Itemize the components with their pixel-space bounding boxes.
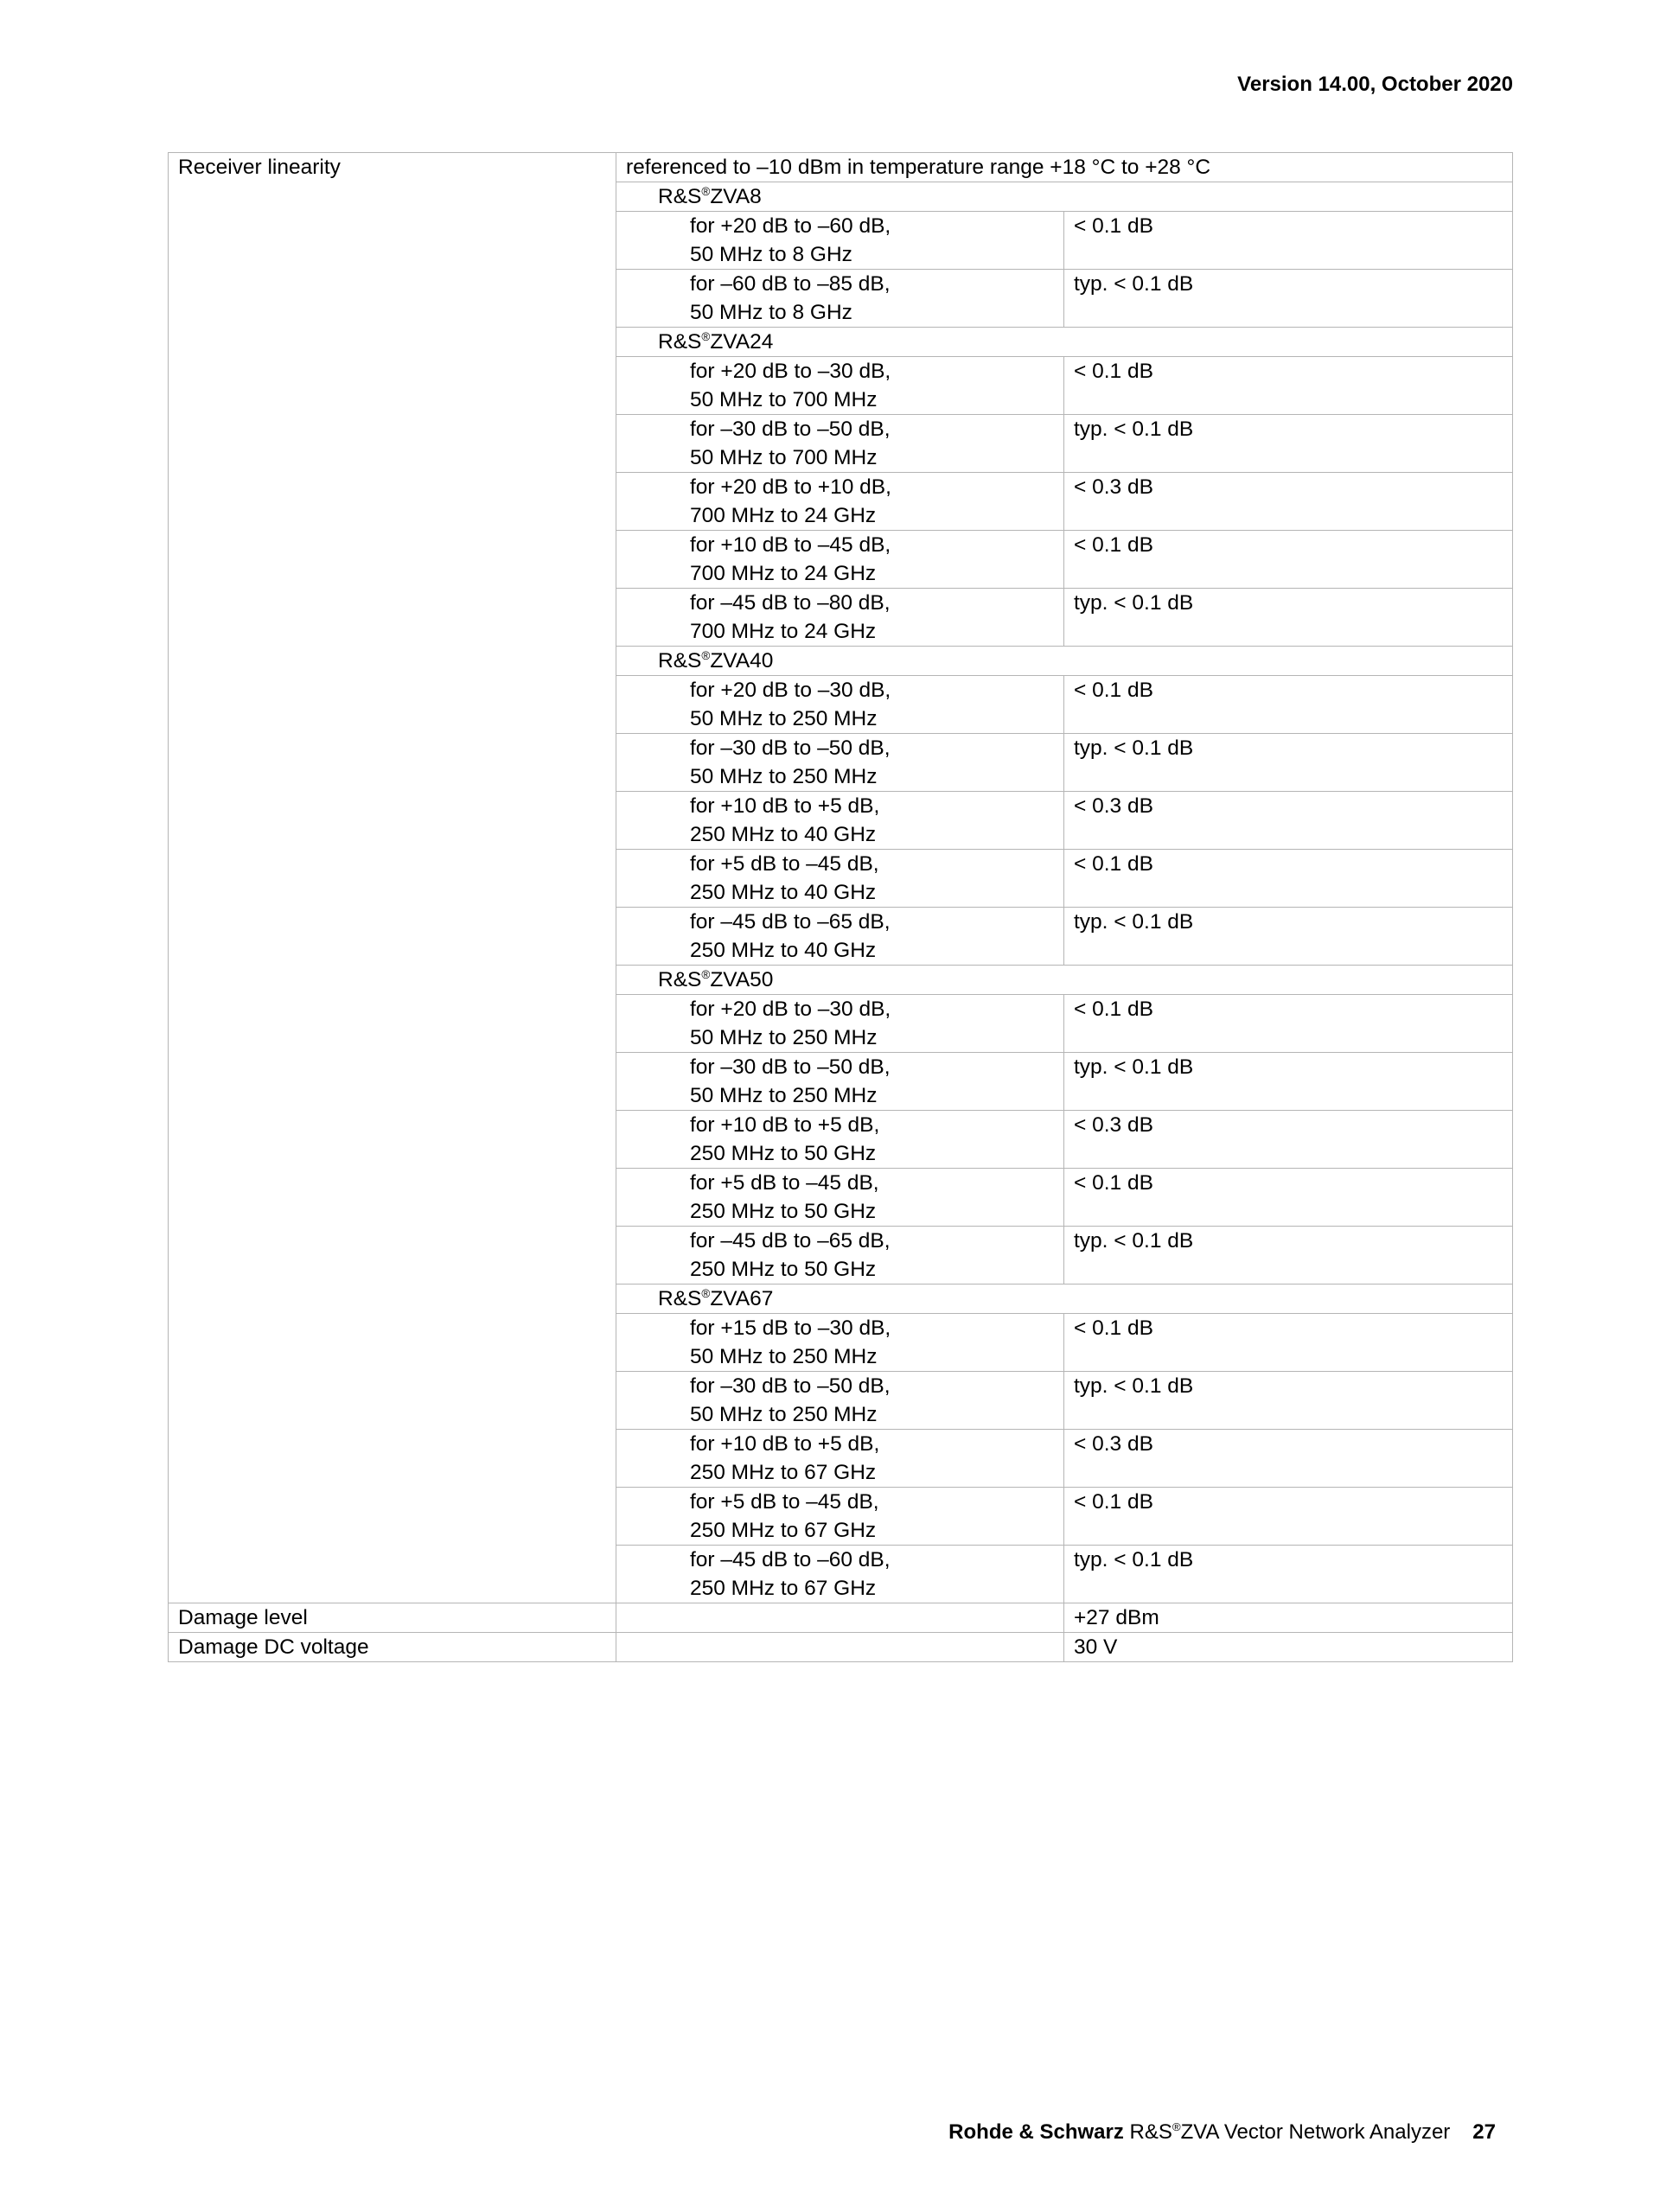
condition-level: for –30 dB to –50 dB, [690,1055,891,1079]
model-id: ZVA40 [710,649,774,673]
model-id: ZVA50 [710,968,774,991]
version-header: Version 14.00, October 2020 [1237,73,1513,96]
page-number: 27 [1472,2120,1496,2144]
registered-mark: ® [701,648,711,662]
condition-frequency: 50 MHz to 250 MHz [690,707,878,730]
condition-level: for +20 dB to –30 dB, [690,679,891,702]
condition-frequency: 50 MHz to 250 MHz [690,1026,878,1049]
damage-dc-label: Damage DC voltage [169,1633,616,1662]
damage-level-value: +27 dBm [1064,1603,1513,1633]
model-id: ZVA8 [710,185,762,208]
spec-value: < 0.3 dB [1064,1111,1513,1169]
spec-value: < 0.1 dB [1064,357,1513,415]
condition-frequency: 50 MHz to 700 MHz [690,446,878,469]
spec-value: < 0.3 dB [1064,473,1513,531]
registered-mark: ® [701,1286,711,1300]
spec-value: typ. < 0.1 dB [1064,415,1513,473]
condition-cell [616,1430,1064,1488]
page-footer [948,2120,1496,2145]
condition-frequency: 50 MHz to 250 MHz [690,1403,878,1426]
condition-cell [616,1169,1064,1227]
spec-table [168,152,1513,1662]
spec-value: < 0.1 dB [1064,676,1513,734]
spec-value: typ. < 0.1 dB [1064,1053,1513,1111]
condition-frequency: 250 MHz to 67 GHz [690,1577,877,1600]
receiver-linearity-label: Receiver linearity [169,153,616,1603]
condition-cell [616,792,1064,850]
condition-cell [616,270,1064,328]
condition-level: for –45 dB to –65 dB, [690,910,891,934]
condition-frequency: 250 MHz to 67 GHz [690,1461,877,1484]
condition-level: for –45 dB to –65 dB, [690,1229,891,1253]
spec-value: typ. < 0.1 dB [1064,270,1513,328]
model-name [616,966,1513,995]
condition-level: for –30 dB to –50 dB, [690,1374,891,1398]
damage-level-label: Damage level [169,1603,616,1633]
condition-level: for –30 dB to –50 dB, [690,736,891,760]
condition-frequency: 700 MHz to 24 GHz [690,504,877,527]
spec-value: < 0.1 dB [1064,995,1513,1053]
condition-cell [616,473,1064,531]
condition-cell [616,1488,1064,1546]
condition-frequency: 50 MHz to 8 GHz [690,301,852,324]
model-brand: R&S [658,968,702,991]
condition-cell [616,1372,1064,1430]
condition-cell [616,1111,1064,1169]
spec-value: < 0.1 dB [1064,1488,1513,1546]
spec-value: typ. < 0.1 dB [1064,908,1513,966]
spec-value: < 0.1 dB [1064,1314,1513,1372]
condition-frequency: 250 MHz to 50 GHz [690,1258,877,1281]
condition-cell [616,1053,1064,1111]
condition-cell [616,212,1064,270]
condition-level: for +10 dB to +5 dB, [690,1432,880,1456]
condition-level: for +20 dB to –60 dB, [690,214,891,238]
condition-cell [616,995,1064,1053]
condition-level: for +10 dB to +5 dB, [690,1113,880,1137]
damage-dc-value: 30 V [1064,1633,1513,1662]
condition-frequency: 50 MHz to 250 MHz [690,1084,878,1107]
spec-value: typ. < 0.1 dB [1064,1227,1513,1284]
condition-cell [616,734,1064,792]
condition-cell [616,850,1064,908]
spec-value: typ. < 0.1 dB [1064,1372,1513,1430]
condition-frequency: 250 MHz to 40 GHz [690,823,877,846]
empty-cell [616,1603,1064,1633]
footer-company: Rohde & Schwarz [948,2120,1124,2144]
condition-frequency: 50 MHz to 8 GHz [690,243,852,266]
condition-cell [616,1314,1064,1372]
registered-mark: ® [701,967,711,981]
condition-level: for +5 dB to –45 dB, [690,852,879,876]
condition-level: for +20 dB to –30 dB, [690,998,891,1021]
condition-cell [616,531,1064,589]
condition-level: for +5 dB to –45 dB, [690,1490,879,1514]
condition-frequency: 250 MHz to 50 GHz [690,1200,877,1223]
condition-frequency: 250 MHz to 67 GHz [690,1519,877,1542]
model-name [616,647,1513,676]
spec-value: < 0.1 dB [1064,212,1513,270]
condition-level: for –45 dB to –60 dB, [690,1548,891,1571]
spec-value: < 0.3 dB [1064,792,1513,850]
spec-value: typ. < 0.1 dB [1064,734,1513,792]
condition-level: for +20 dB to –30 dB, [690,360,891,383]
condition-level: for +15 dB to –30 dB, [690,1316,891,1340]
model-id: ZVA24 [710,330,774,354]
model-id: ZVA67 [710,1287,774,1310]
condition-frequency: 700 MHz to 24 GHz [690,620,877,643]
condition-cell [616,357,1064,415]
spec-value: < 0.1 dB [1064,531,1513,589]
spec-value: < 0.1 dB [1064,1169,1513,1227]
model-brand: R&S [658,185,702,208]
table-row [169,1603,1513,1633]
table-row [169,153,1513,182]
table-row [169,1633,1513,1662]
condition-level: for +10 dB to +5 dB, [690,794,880,818]
condition-level: for –45 dB to –80 dB, [690,591,891,615]
condition-frequency: 250 MHz to 50 GHz [690,1142,877,1165]
registered-mark: ® [1172,2120,1181,2133]
empty-cell [616,1633,1064,1662]
condition-cell [616,1227,1064,1284]
model-name [616,328,1513,357]
condition-frequency: 250 MHz to 40 GHz [690,881,877,904]
condition-cell [616,589,1064,647]
condition-level: for +10 dB to –45 dB, [690,533,891,557]
condition-level: for –60 dB to –85 dB, [690,272,891,296]
spec-value: < 0.3 dB [1064,1430,1513,1488]
condition-frequency: 700 MHz to 24 GHz [690,562,877,585]
model-brand: R&S [658,330,702,354]
registered-mark: ® [701,329,711,343]
spec-value: < 0.1 dB [1064,850,1513,908]
condition-level: for +20 dB to +10 dB, [690,475,891,499]
condition-frequency: 50 MHz to 700 MHz [690,388,878,411]
condition-cell [616,676,1064,734]
model-brand: R&S [658,1287,702,1310]
registered-mark: ® [701,184,711,198]
spec-value: typ. < 0.1 dB [1064,1546,1513,1603]
footer-product-name: ZVA Vector Network Analyzer [1180,2120,1451,2144]
condition-cell [616,1546,1064,1603]
model-name [616,182,1513,212]
model-name [616,1284,1513,1314]
condition-cell [616,908,1064,966]
reference-note: referenced to –10 dBm in temperature range +18 °C to +28 °C [616,153,1513,182]
footer-product-prefix: R&S [1123,2120,1172,2144]
condition-level: for +5 dB to –45 dB, [690,1171,879,1195]
spec-value: typ. < 0.1 dB [1064,589,1513,647]
model-brand: R&S [658,649,702,673]
spec-table-body [169,153,1513,1662]
condition-frequency: 250 MHz to 40 GHz [690,939,877,962]
condition-frequency: 50 MHz to 250 MHz [690,1345,878,1368]
condition-cell [616,415,1064,473]
condition-frequency: 50 MHz to 250 MHz [690,765,878,788]
condition-level: for –30 dB to –50 dB, [690,418,891,441]
